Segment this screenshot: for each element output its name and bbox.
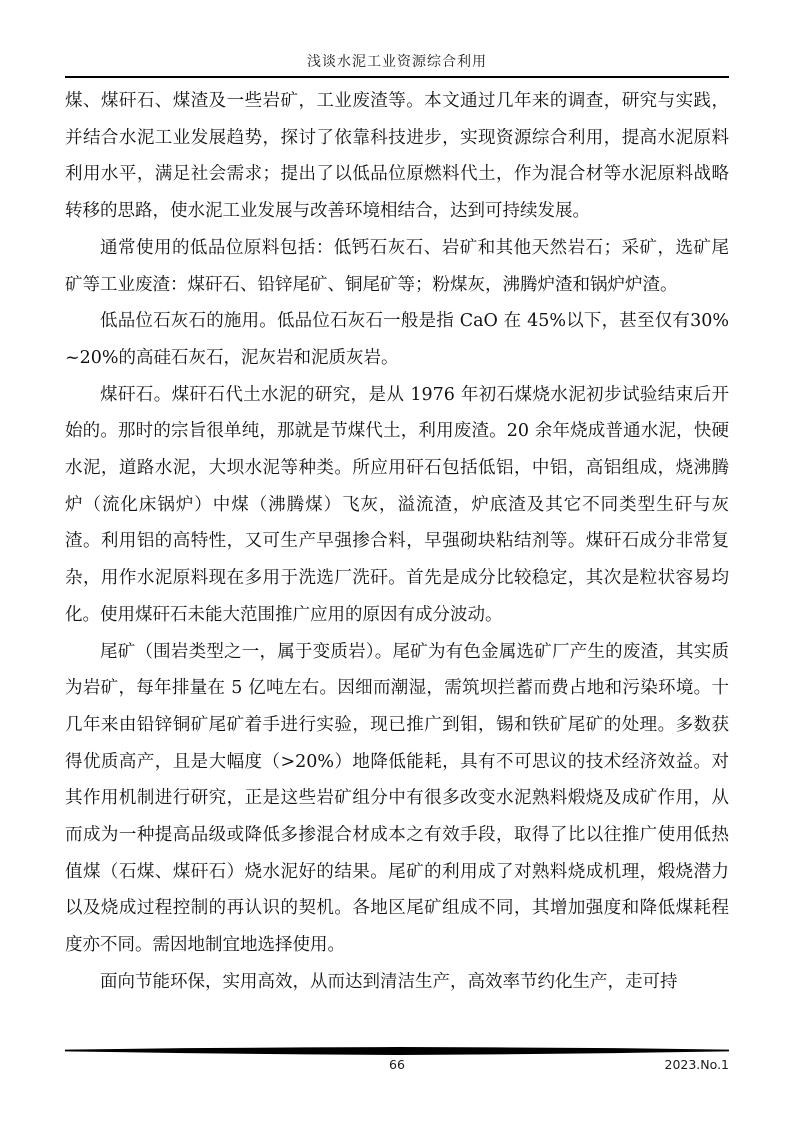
- footer-row: [65, 1056, 729, 1074]
- document-body: [65, 83, 729, 1001]
- paragraph-coal-gangue: 煤矸石。煤矸石代土水泥的研究，是从 1976 年初石煤烧水泥初步试验结束后开始的。那时的宗旨很单纯，那就是节煤代土，利用废渣。20 余年烧成普通水泥，快硬水泥，道路水泥，大坝水泥等种类。所应用矸石包括低铝，中铝，高铝组成，烧沸腾炉（流化床锅炉）中煤（沸腾煤）飞灰，溢流渣，炉底渣及其它不同类型生矸与灰渣。利用铝的高特性，又可生产早强掺合料，早强砌块粘结剂等。煤矸石成分非常复杂，用作水泥原料现在多用于洗选厂洗矸。首先是成分比较稳定，其次是粒状容易均化。使用煤矸石未能大范围推广应用的原因有成分波动。: [65, 384, 729, 625]
- page-footer: [65, 1047, 729, 1074]
- issue-label: 2023.No.1: [664, 1057, 729, 1072]
- page-header: [65, 52, 729, 78]
- footer-ornament-rule: [65, 1047, 729, 1055]
- page-number: 66: [389, 1057, 405, 1072]
- running-header-title: 浅谈水泥工业资源综合利用: [307, 54, 487, 70]
- paragraph-energy-saving: 面向节能环保，实用高效，从而达到清洁生产，高效率节约化生产，走可持: [100, 971, 678, 992]
- paragraph-low-grade-limestone: 低品位石灰石的施用。低品位石灰石一般是指 CaO 在 45%以下，甚至仅有30%~20%的高硅石灰石，泥灰岩和泥质灰岩。: [65, 311, 729, 368]
- header-rule: [65, 76, 729, 78]
- paragraph-tailings: 尾矿（围岩类型之一，属于变质岩）。尾矿为有色金属选矿厂产生的废渣，其实质为岩矿，每年排量在 5 亿吨左右。因细而潮湿，需筑坝拦蓄而费占地和污染环境。十几年来由铅锌铜矿尾矿着手进行实验，现已推广到钼，锡和铁矿尾矿的处理。多数获得优质高产，且是大幅度（>20%）地降低能耗，具有不可思议的技术经济效益。对其作用机制进行研究，正是这些岩矿组分中有很多改变水泥熟料煅烧及成矿作用，从而成为一种提高品级或降低多掺混合材成本之有效手段，取得了比以往推广使用低热值煤（石煤、煤矸石）烧水泥好的结果。尾矿的利用成了对熟料烧成机理，煅烧潜力以及烧成过程控制的再认识的契机。各地区尾矿组成不同，其增加强度和降低煤耗程度亦不同。需因地制宜地选择使用。: [65, 641, 729, 956]
- paragraph-low-grade-materials: 通常使用的低品位原料包括：低钙石灰石、岩矿和其他天然岩石；采矿，选矿尾矿等工业废渣：煤矸石、铅锌尾矿、铜尾矿等；粉煤灰，沸腾炉渣和锅炉炉渣。: [65, 237, 729, 295]
- paragraph-continuation: 煤、煤矸石、煤渣及一些岩矿，工业废渣等。本文通过几年来的调查，研究与实践，并结合水泥工业发展趋势，探讨了依靠科技进步，实现资源综合利用，提高水泥原料利用水平，满足社会需求；提出了以低品位原燃料代土，作为混合材等水泥原料战略转移的思路，使水泥工业发展与改善环境相结合，达到可持续发展。: [65, 91, 729, 222]
